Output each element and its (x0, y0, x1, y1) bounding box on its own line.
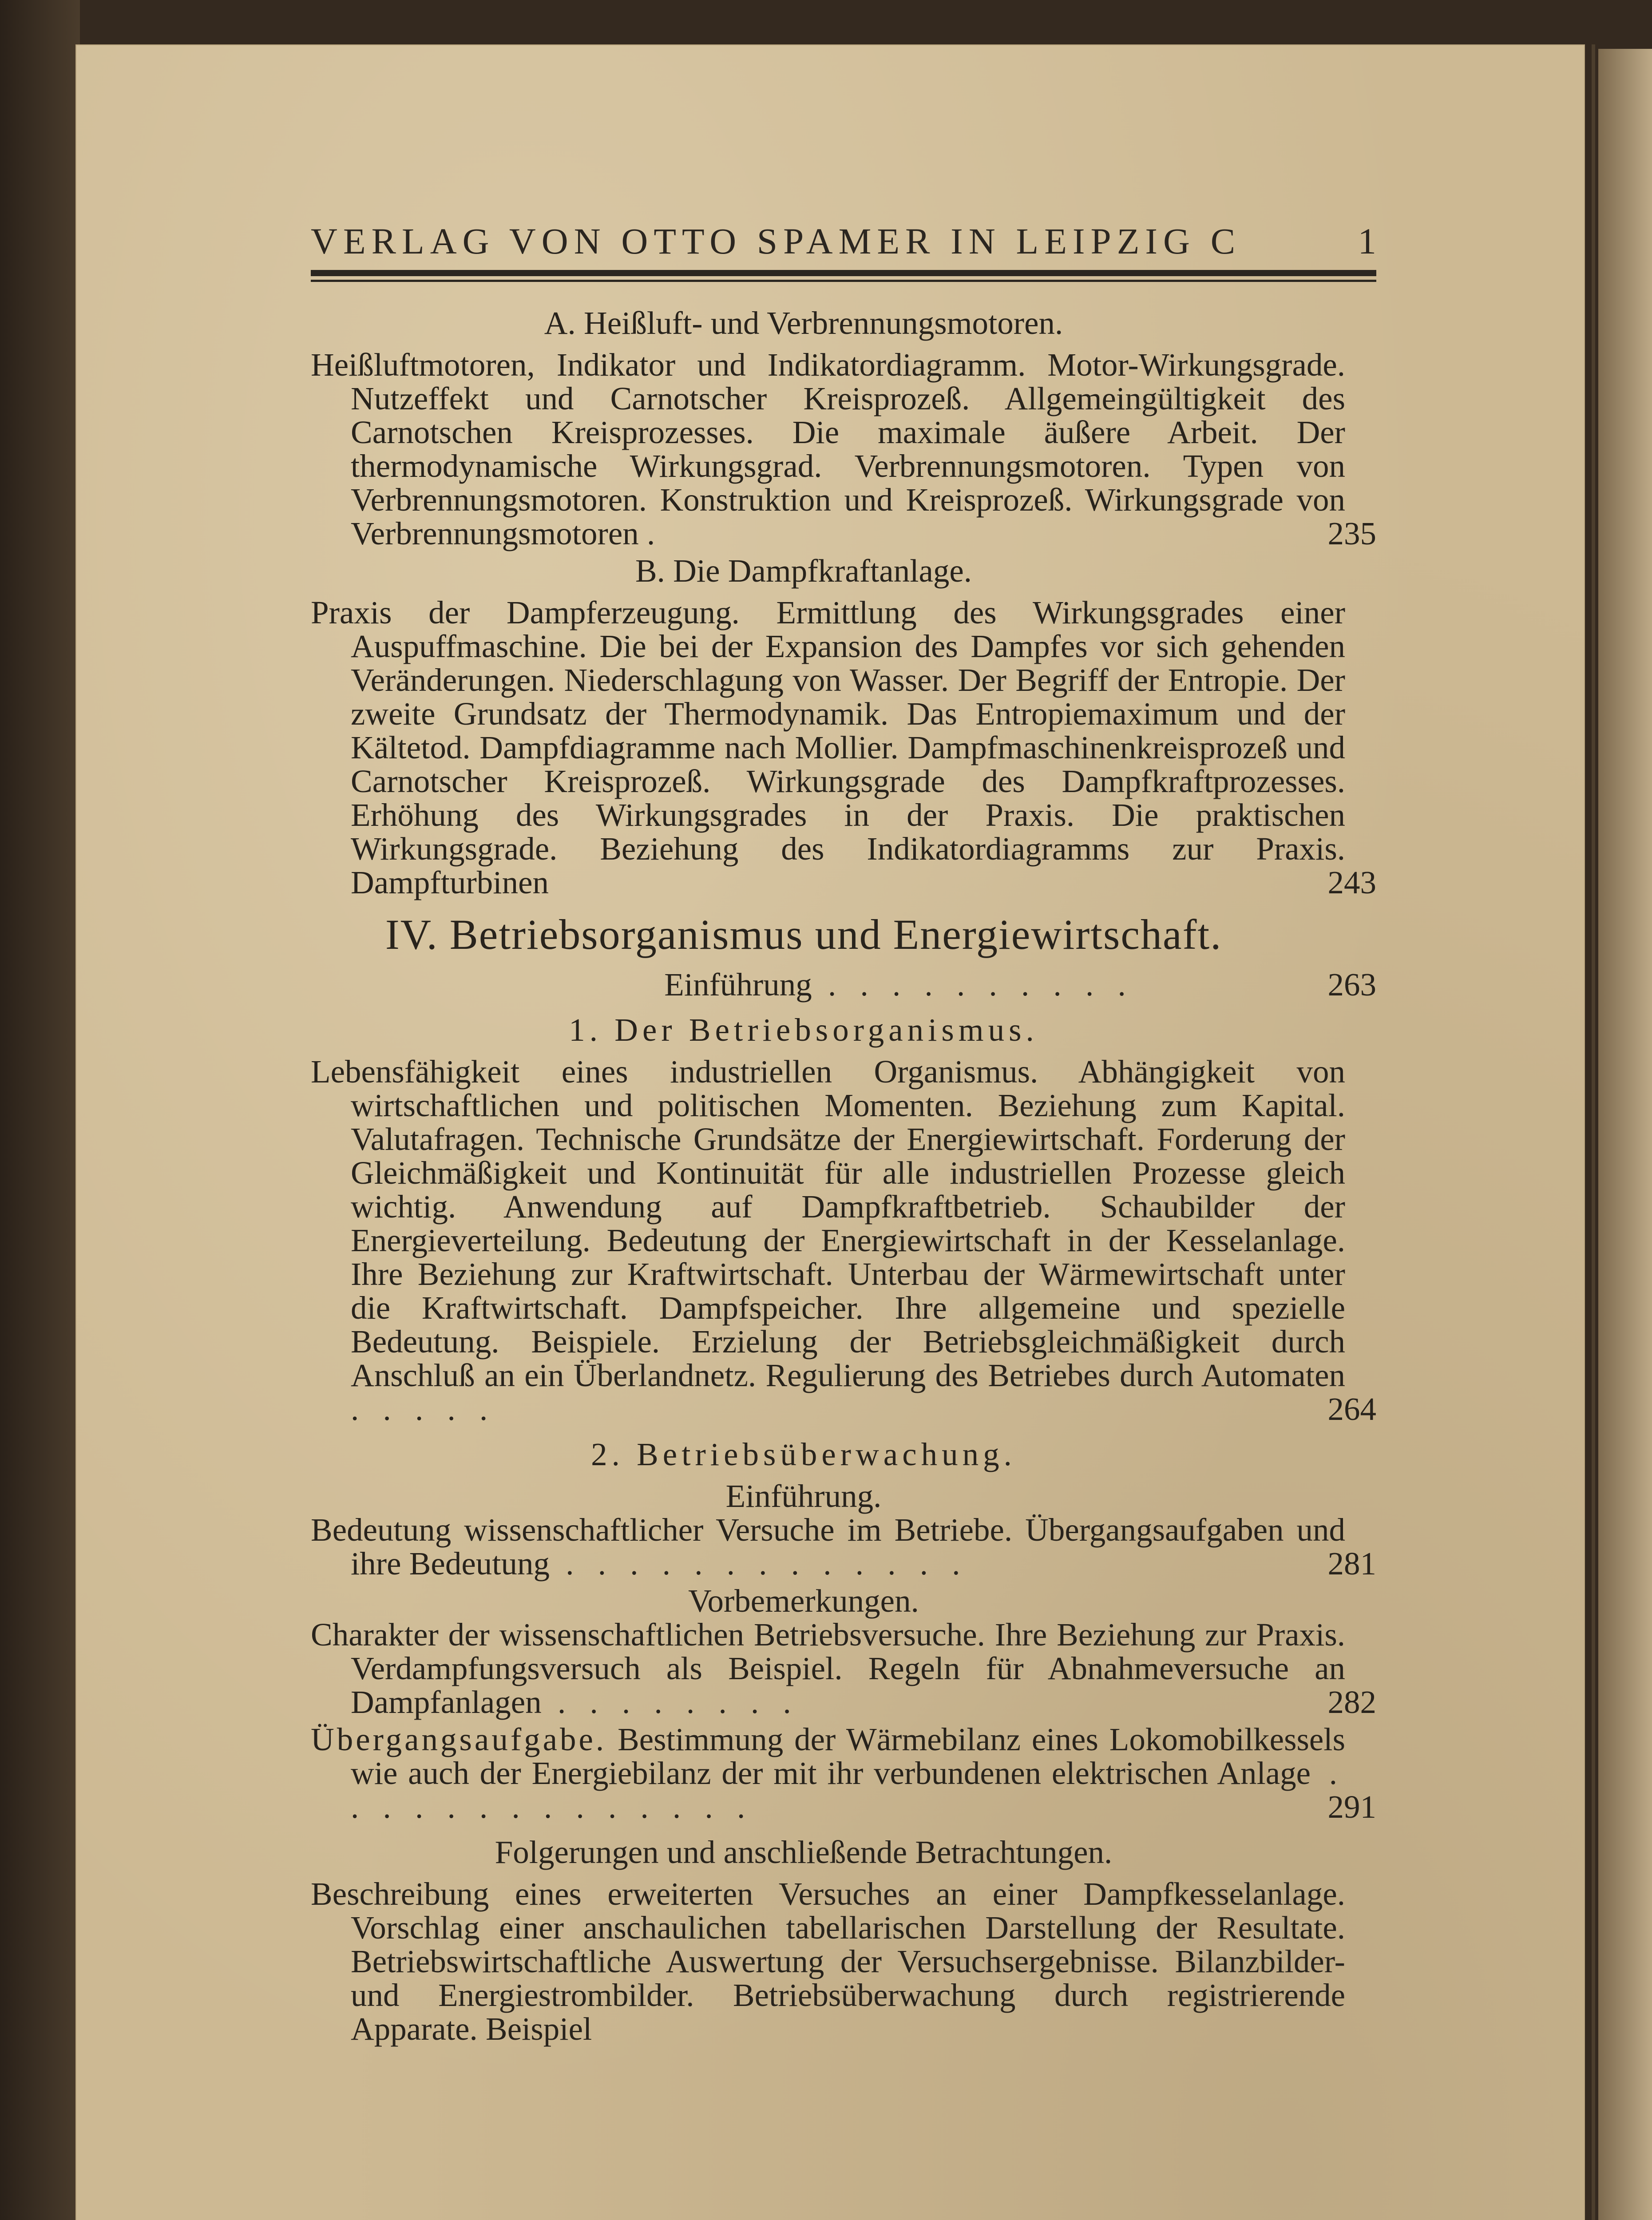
page-number: 263 (1327, 967, 1376, 1003)
entry-text: Heißluftmotoren, Indikator und Indikatordiagramm. Motor-Wirkungsgrade. Nutzeffekt und Carnotscher Kreisprozeß. Allgemeingültigkeit des Carnotschen Kreisprozesses. Die maximale äußere Arbeit. Der thermodynamische Wirkungsgrad. Verbrennungsmotoren. Typen von Verbrennungsmotoren. Konstruktion und Kreisprozeß. Wirkungsgrade von Verbrennungsmotoren . (311, 347, 1345, 551)
dot-leader: . . . . . . . . . . . . . (550, 1546, 968, 1582)
entry-text: Praxis der Dampferzeugung. Ermittlung des Wirkungsgrades einer Auspuffmaschine. Die bei der Expansion des Dampfes vor sich gehenden Veränderungen. Niederschlagung von Wasser. Der Begriff der Entropie. Der zweite Grundsatz der Thermodynamik. Das Entropiemaximum und der Kältetod. Dampfdiagramme nach Mollier. Dampfmaschinenkreisprozeß und Carnotscher Kreisprozeß. Wirkungsgrade des Dampfkraftprozesses. Erhöhung des Wirkungsgrades in der Praxis. Die praktischen Wirkungsgrade. Beziehung des Indikatordiagramms zur Praxis. Dampfturbinen (311, 595, 1345, 900)
page-number: 235 (1327, 515, 1376, 551)
scan-background-left (0, 0, 80, 2220)
page-number: 264 (1327, 1391, 1376, 1427)
entry-text: Charakter der wissenschaftlichen Betriebsversuche. Ihre Beziehung zur Praxis. Verdampfungsversuch als Beispiel. Regeln für Abnahmeversuche an Dampfanlagen (311, 1617, 1345, 1720)
dot-leader: . . . . . (351, 1391, 496, 1427)
entry-text: Bestimmung der Wärmebilanz eines Lokomobilkessels wie auch der Energiebilanz der mit ihr verbundenen elektrischen Anlage (351, 1721, 1345, 1791)
entry-text: Einführung (664, 967, 812, 1003)
toc-entry-2-intro (311, 1513, 1376, 1581)
entry-lead: Übergangsaufgabe. (311, 1721, 607, 1757)
entry-text: Bedeutung wissenschaftlicher Versuche im Betriebe. Übergangsaufgaben und ihre Bedeutung (311, 1512, 1345, 1582)
table-of-contents (311, 306, 1376, 2050)
dot-leader: . . . . . . . . (541, 1684, 799, 1720)
subsubsection-heading-einfuehrung: Einführung. (725, 1478, 882, 1514)
dot-leader: . . . . . . . . . . (812, 967, 1134, 1003)
header-folio: 1 (1358, 221, 1376, 262)
toc-entry-1 (311, 1055, 1376, 1426)
chapter-title-iv: IV. Betriebsorganismus und Energiewirtschaft. (385, 911, 1222, 958)
page-number: 281 (1327, 1546, 1376, 1582)
subsection-heading-2: 2. Betriebsüberwachung. (591, 1436, 1016, 1472)
subsection-heading-a: A. Heißluft- und Verbrennungsmotoren. (544, 305, 1063, 341)
toc-entry-vorbemerkungen (311, 1618, 1376, 1719)
dot-leader: . . . . . . . . . . . . . . (351, 1755, 1346, 1825)
running-header (311, 220, 1376, 269)
subsubsection-heading-folgerungen: Folgerungen und anschließende Betrachtungen. (495, 1834, 1113, 1870)
subsection-heading-b: B. Die Dampfkraftanlage. (635, 553, 972, 589)
page-number: 291 (1327, 1789, 1376, 1825)
page-gutter (1592, 44, 1595, 2220)
subsection-heading-1: 1. Der Betriebsorganismus. (569, 1012, 1038, 1048)
subsubsection-heading-vorbemerkungen: Vorbemerkungen. (688, 1583, 919, 1619)
toc-entry-folgerungen (311, 1877, 1376, 2046)
header-rule-thin (311, 280, 1376, 282)
toc-entry-uebergangsaufgabe (311, 1723, 1376, 1824)
header-rule-thick (311, 270, 1376, 276)
page-number: 282 (1327, 1684, 1376, 1720)
entry-text: Lebensfähigkeit eines industriellen Organismus. Abhängigkeit von wirtschaftlichen und politischen Momenten. Beziehung zum Kapital. Valutafragen. Technische Grundsätze der Energiewirtschaft. Forderung der Gleichmäßigkeit und Kontinuität für alle industriellen Prozesse gleich wichtig. Anwendung auf Dampfkraftbetrieb. Schaubilder der Energieverteilung. Bedeutung der Energiewirtschaft in der Kesselanlage. Ihre Beziehung zur Kraftwirtschaft. Unterbau der Wärmewirtschaft unter die Kraftwirtschaft. Dampfspeicher. Ihre allgemeine und spezielle Bedeutung. Beispiele. Erzielung der Betriebsgleichmäßigkeit durch Anschluß an ein Überlandnetz. Regulierung des Betriebes durch Automaten (311, 1054, 1345, 1393)
toc-entry-a (311, 348, 1376, 551)
toc-entry-b (311, 596, 1376, 900)
page-number: 243 (1327, 864, 1376, 900)
entry-text: Beschreibung eines erweiterten Versuches an einer Dampfkesselanlage. Vorschlag einer anschaulichen tabellarischen Darstellung der Resultate. Betriebswirtschaftliche Auswertung der Versuchsergebnisse. Bilanzbilder- und Energiestrombilder. Betriebsüberwachung durch registrierende Apparate. Beispiel (311, 1876, 1345, 2047)
header-title: VERLAG VON OTTO SPAMER IN LEIPZIG C (311, 221, 1241, 262)
toc-entry-iv-intro (311, 968, 1376, 1002)
adjacent-page-edge (1598, 49, 1652, 2220)
